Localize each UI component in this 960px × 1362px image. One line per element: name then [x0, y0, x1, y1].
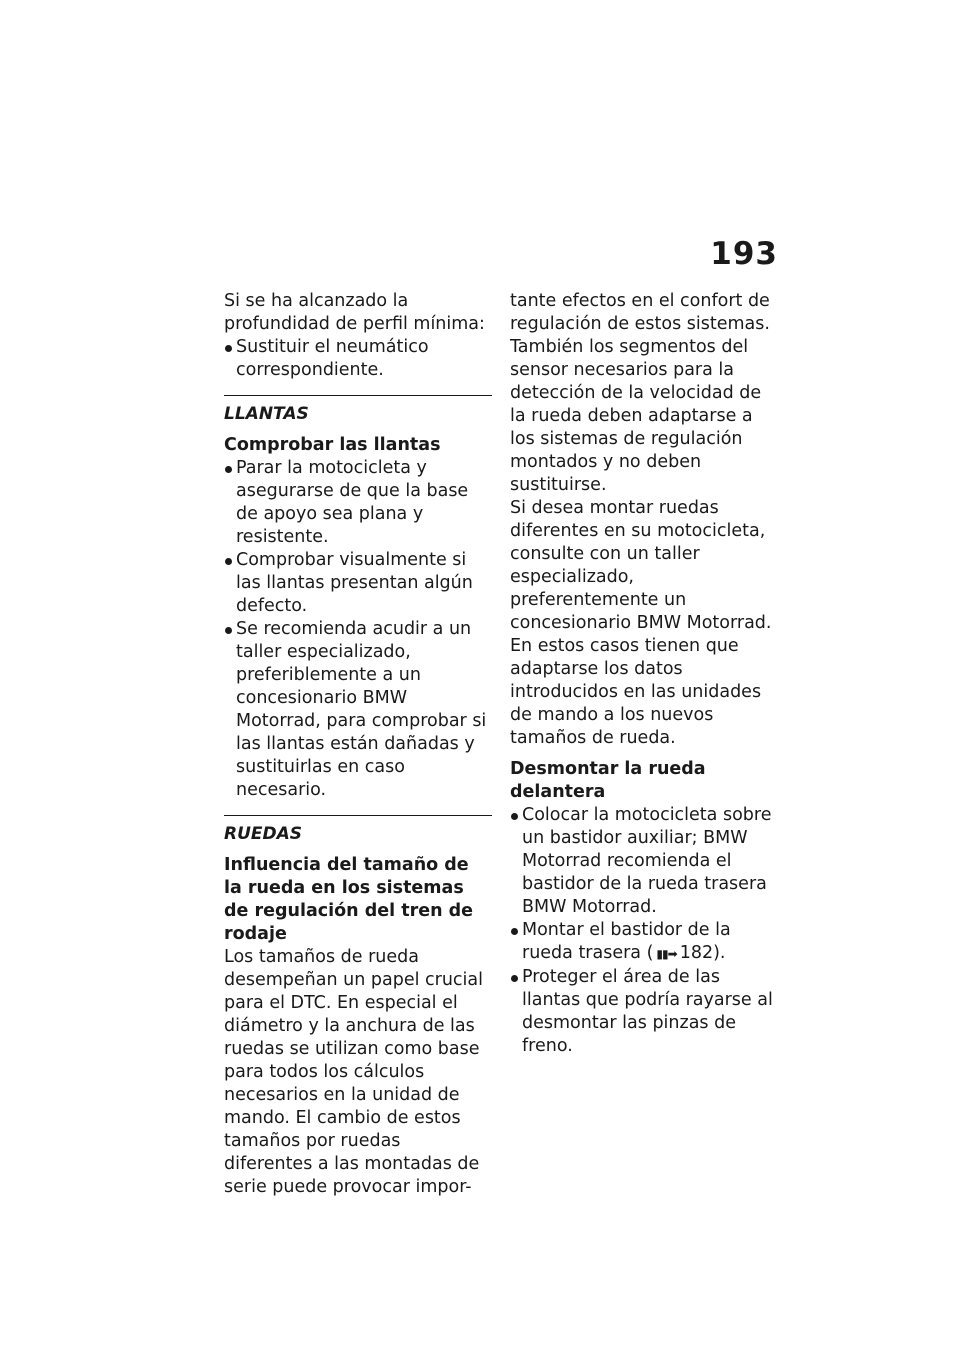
paragraph-confort: tante efectos en el confort de regulación de estos sistemas. — [510, 291, 770, 334]
llantas-bullet-list — [224, 457, 492, 802]
section-title-llantas: LLANTAS — [224, 404, 309, 424]
list-item: Sustituir el neumático correspondiente. — [224, 336, 492, 382]
list-item: Comprobar visualmente si las llantas presentan algún defecto. — [224, 549, 492, 618]
intro-text: Si se ha alcanzado la profundidad de perfil mínima: — [224, 291, 485, 334]
subhead-desmontar: Desmontar la rueda delantera — [510, 759, 706, 802]
ruedas-paragraph: Los tamaños de rueda desempeñan un papel crucial para el DTC. En especial el diámetro y la anchura de las ruedas se utilizan como base para todos los cálculos necesarios en la unidad de mando. El cambio de estos tamaños por ruedas diferentes a las montadas de serie puede provocar impor- — [224, 947, 484, 1197]
section-title-ruedas: RUEDAS — [224, 824, 303, 844]
page-number: 193 — [710, 236, 778, 272]
section-llantas — [224, 395, 492, 802]
page-reference-link[interactable]: 182 — [679, 943, 714, 963]
paragraph-ruedas-diferentes: Si desea montar ruedas diferentes en su motocicleta, consulte con un taller especializado, preferentemente un concesionario BMW Motorrad. En estos casos tienen que adaptarse los datos introducidos en las unidades de mando a los nuevos tamaños de rueda. — [510, 498, 772, 748]
list-item: Colocar la motocicleta sobre un bastidor auxiliar; BMW Motorrad recomienda el bastidor de la rueda trasera BMW Motorrad. — [510, 804, 778, 919]
paragraph-sensor: También los segmentos del sensor necesarios para la detección de la velocidad de la rueda deben adaptarse a los sistemas de regulación montados y no deben sustituirse. — [510, 337, 762, 495]
page-reference-arrow-icon: ▮▮➡ — [656, 947, 677, 961]
intro-bullet-list — [224, 336, 492, 382]
left-column — [224, 290, 492, 1199]
list-item: Parar la motocicleta y asegurarse de que la base de apoyo sea plana y resistente. — [224, 457, 492, 549]
right-column — [510, 290, 778, 1058]
bullet-text-end: ). — [713, 943, 726, 963]
subhead-influencia: Influencia del tamaño de la rueda en los sistemas de regulación del tren de rodaje — [224, 855, 474, 944]
bullet-text: Montar el bastidor de la rueda trasera ( — [522, 920, 731, 963]
section-ruedas — [224, 815, 492, 1199]
list-item — [510, 919, 778, 966]
list-item: Se recomienda acudir a un taller especializado, preferiblemente a un concesionario BMW Motorrad, para comprobar si las llantas están dañadas y sustituirlas en caso necesario. — [224, 618, 492, 802]
desmontar-bullet-list — [510, 804, 778, 1058]
list-item: Proteger el área de las llantas que podría rayarse al desmontar las pinzas de freno. — [510, 966, 778, 1058]
subhead-comprobar-llantas: Comprobar las llantas — [224, 435, 441, 455]
